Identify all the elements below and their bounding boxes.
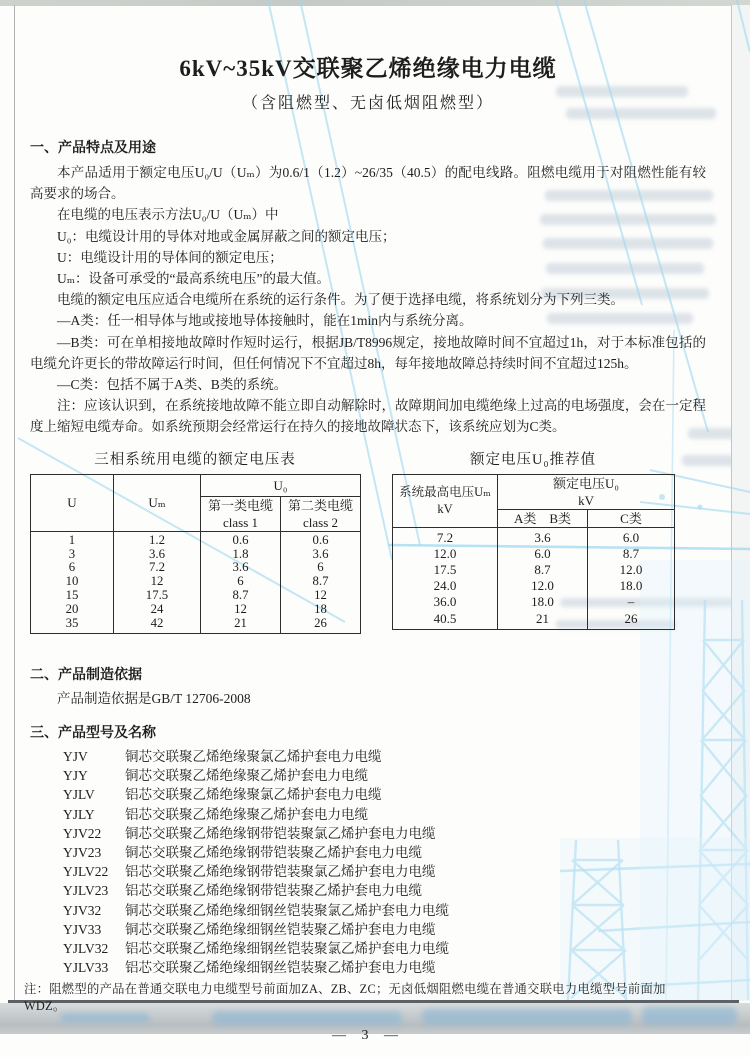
- table-body: [31, 531, 361, 633]
- table-row: [31, 548, 361, 562]
- page-number: — 3 —: [332, 1028, 404, 1044]
- model-list-body: [63, 747, 449, 977]
- table-cell: 8.7: [498, 562, 588, 578]
- table-row: [63, 747, 449, 766]
- table-cell: 24.0: [393, 578, 498, 594]
- table-cell: 18: [281, 603, 361, 617]
- table-cell: YJV23: [63, 845, 102, 860]
- table-row: [31, 531, 361, 547]
- table-caption: 额定电压U₀推荐值: [469, 451, 597, 468]
- table-cell: 12.0: [588, 562, 675, 578]
- table-cell: 15: [31, 589, 114, 603]
- col-header-class-ab: A类 B类: [498, 509, 588, 527]
- table-cell: 1: [31, 531, 114, 547]
- col-header-class1-cn: 第一类电缆: [207, 497, 273, 513]
- col-header-rated-u0-unit: kV: [578, 492, 594, 508]
- table-cell: 铝芯交联聚乙烯绝缘细钢丝铠装聚乙烯护套电力电缆: [125, 960, 436, 976]
- table-cell: YJV22: [63, 825, 102, 841]
- table-cell: 铝芯交联聚乙烯绝缘聚氯乙烯护套电力电缆: [125, 787, 382, 803]
- table-cell: 12: [114, 575, 201, 589]
- table-row: [63, 766, 449, 785]
- table-row: [31, 589, 361, 603]
- table-row: [63, 958, 449, 977]
- table-row: [63, 824, 449, 843]
- paragraph: —A类：任一相导体与地或接地导体接触时，能在1min内与系统分离。: [57, 313, 473, 329]
- table-cell: 12.0: [498, 578, 588, 594]
- table-cell: 7.2: [393, 527, 498, 546]
- table-cell: 3.6: [498, 527, 588, 546]
- table-row: [393, 562, 675, 578]
- paragraph: 电缆的额定电压应适合电缆所在系统的运行条件。为了便于选择电缆，将系统划分为下列三类。: [57, 292, 624, 308]
- col-header-system-um-cn: 系统最高电压Uₘ: [399, 484, 491, 499]
- table-cell: YJLY: [63, 806, 95, 822]
- paragraph: U：电缆设计用的导体间的额定电压；: [57, 249, 283, 265]
- col-header-class2: [281, 496, 361, 531]
- table-cell: 21: [201, 617, 281, 633]
- table-cell: 铜芯交联聚乙烯绝缘聚氯乙烯护套电力电缆: [125, 748, 382, 764]
- table-cell: 40.5: [393, 611, 498, 630]
- table-cell: YJLV23: [63, 883, 109, 899]
- col-header-u: U: [31, 474, 114, 531]
- col-header-class2-cn: 第二类电缆: [288, 497, 354, 513]
- table-cell: YJLV32: [63, 941, 109, 957]
- paragraph: 在电缆的电压表示方法U₀/U（Uₘ）中: [57, 207, 279, 223]
- table-cell: 21: [498, 611, 588, 630]
- table-cell: 36.0: [393, 594, 498, 610]
- table-cell: 1.2: [114, 531, 201, 547]
- table-header-row: [393, 474, 675, 509]
- table-cell: 铝芯交联聚乙烯绝缘聚乙烯护套电力电缆: [125, 806, 368, 822]
- table-row: [63, 862, 449, 881]
- section2-heading: 二、产品制造依据: [30, 667, 142, 683]
- table-cell: YJV: [63, 748, 88, 764]
- table-row: [63, 881, 449, 900]
- table-cell: 6: [31, 561, 114, 575]
- table-row: [63, 939, 449, 958]
- table-cell: 12: [201, 603, 281, 617]
- table-cell: YJLV33: [63, 960, 109, 976]
- col-header-um: Uₘ: [114, 474, 201, 531]
- table-cell: 铜芯交联聚乙烯绝缘细钢丝铠装聚乙烯护套电力电缆: [125, 921, 436, 937]
- table-cell: 0.6: [281, 531, 361, 547]
- table-row: [63, 901, 449, 920]
- page-title: 6kV~35kV交联聚乙烯绝缘电力电缆: [179, 56, 557, 81]
- table-cell: YJV32: [63, 902, 102, 918]
- table-row: [63, 843, 449, 862]
- rated-voltage-table-block: [30, 448, 360, 634]
- table-cell: 26: [588, 611, 675, 630]
- table-cell: 3.6: [114, 548, 201, 562]
- table-cell: 铝芯交联聚乙烯绝缘细钢丝铠装聚氯乙烯护套电力电缆: [125, 941, 449, 957]
- col-header-class2-en: class 2: [302, 514, 339, 530]
- table-cell: 1.8: [201, 548, 281, 562]
- table-row: [393, 594, 675, 610]
- table-row: [63, 785, 449, 804]
- table-cell: YJV33: [63, 921, 102, 937]
- col-header-class1-en: class 1: [222, 514, 259, 530]
- table-caption: 三相系统用电缆的额定电压表: [94, 451, 296, 468]
- table-cell: 10: [31, 575, 114, 589]
- table-cell: 12.0: [393, 546, 498, 562]
- table-row: [31, 603, 361, 617]
- page-subtitle: （含阻燃型、无卤低烟阻燃型）: [241, 95, 494, 112]
- table-cell: 18.0: [498, 594, 588, 610]
- section3-heading: 三、产品型号及名称: [30, 725, 156, 741]
- section1-heading: 一、产品特点及用途: [30, 141, 156, 156]
- table-cell: 8.7: [201, 589, 281, 603]
- section2-body: 产品制造依据是GB/T 12706-2008: [57, 690, 251, 706]
- table-cell: 6: [281, 561, 361, 575]
- paragraph: 注：应该认识到，在系统接地故障不能立即自动解除时，故障期间加电缆绝缘上过高的电场强度，会在一定程度上缩短电缆寿命。如系统预期会经常运行在持久的接地故障状态下，该系统应划为C类。: [30, 398, 706, 435]
- table-cell: 铜芯交联聚乙烯绝缘钢带铠装聚氯乙烯护套电力电缆: [125, 825, 436, 841]
- paragraph: U₀：电缆设计用的导体对地或金属屏蔽之间的额定电压；: [57, 228, 396, 244]
- document-content: [24, 0, 706, 1044]
- table-cell: 8.7: [281, 575, 361, 589]
- table-row: [393, 546, 675, 562]
- table-cell: YJLV: [63, 787, 95, 803]
- page-left-edge: [14, 5, 15, 1001]
- paragraph: Uₘ：设备可承受的“最高系统电压”的最大值。: [57, 271, 331, 287]
- table-row: [393, 611, 675, 630]
- table-row: [393, 578, 675, 594]
- table-cell: –: [588, 594, 675, 610]
- col-header-class1: [201, 496, 281, 531]
- col-header-rated-u0-cn: 额定电压U₀: [553, 475, 619, 491]
- table-cell: 17.5: [114, 589, 201, 603]
- table-cell: 42: [114, 617, 201, 633]
- table-row: [393, 527, 675, 546]
- rated-voltage-table: [30, 474, 361, 634]
- table-body: [393, 527, 675, 629]
- table-cell: 6: [201, 575, 281, 589]
- paragraph: —C类：包括不属于A类、B类的系统。: [57, 377, 288, 393]
- table-cell: 铜芯交联聚乙烯绝缘钢带铠装聚乙烯护套电力电缆: [125, 845, 422, 860]
- scan-right-margin: [732, 5, 750, 1001]
- table-cell: 6.0: [498, 546, 588, 562]
- col-header-system-um-unit: kV: [437, 501, 453, 516]
- table-cell: 0.6: [201, 531, 281, 547]
- recommended-u0-table: [392, 474, 675, 630]
- table-cell: YJLV22: [63, 864, 109, 880]
- col-header-class-c: C类: [588, 509, 675, 527]
- table-cell: 3: [31, 548, 114, 562]
- table-cell: 3.6: [281, 548, 361, 562]
- col-header-rated-u0: [498, 474, 675, 509]
- table-cell: 3.6: [201, 561, 281, 575]
- table-cell: 24: [114, 603, 201, 617]
- table-row: [31, 561, 361, 575]
- col-header-system-um: [393, 474, 498, 527]
- table-row: [63, 920, 449, 939]
- table-cell: 铝芯交联聚乙烯绝缘钢带铠装聚乙烯护套电力电缆: [125, 883, 422, 899]
- table-row: [31, 617, 361, 633]
- page-right-edge: [731, 5, 732, 1001]
- table-header-row: [31, 474, 361, 496]
- col-header-u0: U₀: [201, 474, 361, 496]
- table-cell: 18.0: [588, 578, 675, 594]
- model-list: [63, 747, 449, 977]
- table-cell: YJY: [63, 768, 88, 784]
- footnote: 注：阻燃型的产品在普通交联电力电缆型号前面加ZA、ZB、ZC；无卤低烟阻燃电缆在普通交联电力电缆型号前面加WDZ。: [24, 982, 666, 1014]
- paragraph: 本产品适用于额定电压U₀/U（Uₘ）为0.6/1（1.2）~26/35（40.5）的配电线路。阻燃电缆用于对阻燃性能有较高要求的场合。: [30, 165, 706, 202]
- table-cell: 12: [281, 589, 361, 603]
- table-cell: 35: [31, 617, 114, 633]
- table-cell: 26: [281, 617, 361, 633]
- tables-row: [30, 448, 706, 634]
- table-cell: 铜芯交联聚乙烯绝缘细钢丝铠装聚氯乙烯护套电力电缆: [125, 902, 449, 918]
- table-cell: 20: [31, 603, 114, 617]
- table-row: [63, 805, 449, 824]
- table-cell: 6.0: [588, 527, 675, 546]
- table-cell: 7.2: [114, 561, 201, 575]
- table-cell: 铝芯交联聚乙烯绝缘钢带铠装聚氯乙烯护套电力电缆: [125, 864, 436, 880]
- table-cell: 铜芯交联聚乙烯绝缘聚乙烯护套电力电缆: [125, 768, 368, 784]
- recommended-u0-table-block: [392, 448, 674, 630]
- paragraph: —B类：可在单相接地故障时作短时运行，根据JB/T8996规定，接地故障时间不宜超过1h，对于本标准包括的电缆允许更长的带故障运行时间，但任何情况下不宜超过8h，每年接地故障总持续时间不宜超过125h。: [30, 334, 706, 371]
- table-cell: 17.5: [393, 562, 498, 578]
- table-row: [31, 575, 361, 589]
- table-cell: 8.7: [588, 546, 675, 562]
